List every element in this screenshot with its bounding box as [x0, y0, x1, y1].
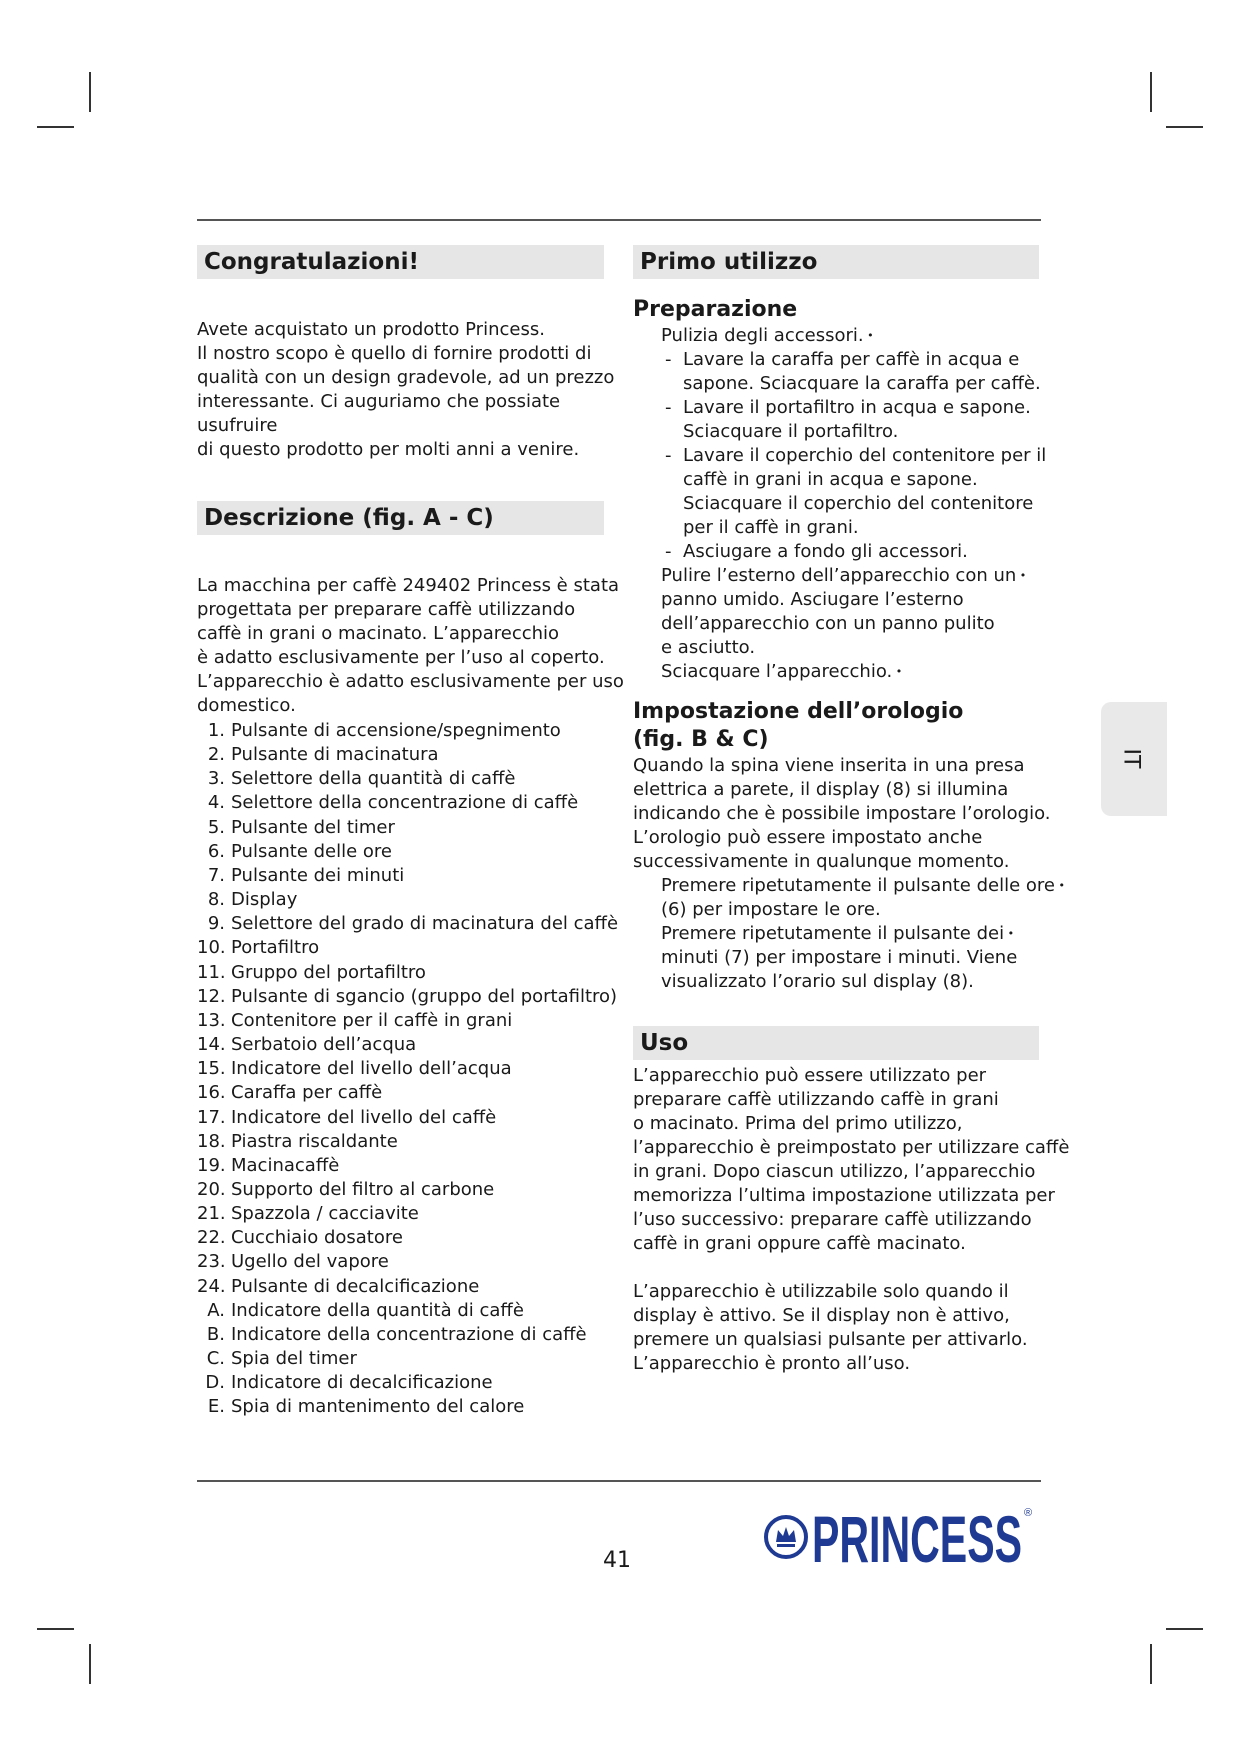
list-item: 9. Selettore del grado di macinatura del caffè [207, 913, 619, 935]
list-item: 24. Pulsante di decalcificazione [197, 1275, 480, 1297]
top-rule [197, 219, 1041, 221]
list-item: 15. Indicatore del livello dell’acqua [197, 1058, 512, 1080]
list-item: 14. Serbatoio dell’acqua [197, 1034, 417, 1056]
text-line: (6) per impostare le ore. [661, 899, 881, 920]
subheading-clock-fig: (fig. B & C) [633, 727, 769, 752]
page-number: 41 [603, 1548, 631, 1573]
list-item: 18. Piastra riscaldante [197, 1130, 398, 1152]
text-line: panno umido. Asciugare l’esterno [661, 589, 964, 610]
crop-mark [1150, 72, 1152, 112]
text-line: qualità con un design gradevole, ad un prezzo [197, 367, 615, 388]
text-line: Quando la spina viene inserita in una presa [633, 755, 1025, 776]
text-line: è adatto esclusivamente per l’uso al coperto. [197, 647, 605, 668]
crop-mark [1166, 126, 1203, 128]
text-line: progettata per preparare caffè utilizzando [197, 599, 576, 620]
text-line: Avete acquistato un prodotto Princess. [197, 319, 545, 340]
clock-hours-step [633, 874, 1073, 922]
list-item: C. Spia del timer [206, 1348, 357, 1370]
list-item: 11. Gruppo del portafiltro [197, 961, 426, 983]
crop-mark [1150, 1644, 1152, 1684]
crop-mark [89, 72, 91, 112]
language-tab [1101, 702, 1167, 816]
text-line: L’apparecchio è utilizzabile solo quando il [633, 1281, 1009, 1302]
text-line: premere un qualsiasi pulsante per attivarlo. [633, 1329, 1028, 1350]
subheading-preparation: Preparazione [633, 297, 798, 322]
list-item: - Lavare il portafiltro in acqua e sapone. Sciacquare il portafiltro. [665, 397, 1031, 442]
left-column [197, 245, 637, 1420]
text-line: successivamente in qualunque momento. [633, 851, 1010, 872]
bottom-rule [197, 1480, 1041, 1482]
dash-list [633, 348, 1073, 564]
text-line: l’uso successivo: preparare caffè utilizzando [633, 1209, 1032, 1230]
list-item: E. Spia di mantenimento del calore [207, 1396, 525, 1418]
text-line: e asciutto. [661, 637, 756, 658]
text-line: Premere ripetutamente il pulsante dei • [633, 922, 1073, 946]
text-line: caffè in grani oppure caffè macinato. [633, 1233, 966, 1254]
subheading-clock: Impostazione dell’orologio [633, 699, 964, 724]
list-item: 6. Pulsante delle ore [207, 840, 393, 862]
registered-mark: ® [1024, 1507, 1033, 1519]
text-line: o macinato. Prima del primo utilizzo, [633, 1113, 963, 1134]
section-heading-first-use: Primo utilizzo [633, 245, 1039, 279]
list-item: 5. Pulsante del timer [207, 816, 395, 838]
crop-mark [37, 126, 74, 128]
text-line: dell’apparecchio con un panno pulito [661, 613, 995, 634]
text-line: l’apparecchio è preimpostato per utilizzare caffè [633, 1137, 1070, 1158]
list-item: 7. Pulsante dei minuti [207, 864, 405, 886]
crop-mark [37, 1628, 74, 1630]
text-line: L’apparecchio è adatto esclusivamente per uso [197, 671, 624, 692]
text-line: L’apparecchio può essere utilizzato per [633, 1065, 987, 1086]
list-item: 17. Indicatore del livello del caffè [197, 1106, 497, 1128]
cleaning-step: Pulizia degli accessori. • [633, 324, 1073, 348]
parts-list [197, 719, 637, 1420]
section-heading-congratulations: Congratulazioni! [197, 245, 604, 279]
list-item: 8. Display [207, 889, 298, 911]
list-item: 23. Ugello del vapore [197, 1251, 389, 1273]
text-line: L’orologio può essere impostato anche [633, 827, 983, 848]
text-line: di questo prodotto per molti anni a venire. [197, 439, 580, 460]
list-item: D. Indicatore di decalcificazione [205, 1372, 493, 1394]
rinse-step: Sciacquare l’apparecchio. • [633, 660, 1073, 684]
list-item: 22. Cucchiaio dosatore [197, 1227, 403, 1249]
text-line: Premere ripetutamente il pulsante delle ore • [633, 874, 1073, 898]
list-item: 3. Selettore della quantità di caffè [207, 768, 516, 790]
text-line: domestico. [197, 695, 296, 716]
description-intro [197, 574, 637, 718]
list-item: 13. Contenitore per il caffè in grani [197, 1009, 513, 1031]
list-item: 1. Pulsante di accensione/spegnimento [207, 720, 561, 741]
text-line: indicando che è possibile impostare l’orologio. [633, 803, 1051, 824]
list-item: - Lavare la caraffa per caffè in acqua e sapone. Sciacquare la caraffa per caffè. [665, 349, 1041, 394]
text-line: visualizzato l’orario sul display (8). [661, 971, 974, 992]
princess-logo [758, 1496, 1040, 1578]
right-column [633, 245, 1073, 1376]
text-line: L’apparecchio è pronto all’uso. [633, 1353, 911, 1374]
list-item: 20. Supporto del filtro al carbone [197, 1178, 495, 1200]
usage-para-1 [633, 1064, 1073, 1256]
text-line: interessante. Ci auguriamo che possiate usufruire [197, 391, 561, 436]
clock-minutes-step [633, 922, 1073, 994]
clock-intro [633, 754, 1073, 874]
list-item: 4. Selettore della concentrazione di caffè [207, 792, 579, 814]
list-item: A. Indicatore della quantità di caffè [207, 1299, 524, 1321]
exterior-cleaning [633, 564, 1073, 660]
list-item: 10. Portafiltro [197, 937, 320, 959]
text-line: preparare caffè utilizzando caffè in grani [633, 1089, 999, 1110]
crop-mark [89, 1644, 91, 1684]
text-line: memorizza l’ultima impostazione utilizzata per [633, 1185, 1055, 1206]
list-item: B. Indicatore della concentrazione di caffè [206, 1323, 587, 1345]
text-line: minuti (7) per impostare i minuti. Viene [661, 947, 1018, 968]
text-line: elettrica a parete, il display (8) si illumina [633, 779, 1009, 800]
text-line: Pulire l’esterno dell’apparecchio con un • [633, 564, 1073, 588]
text-line: in grani. Dopo ciascun utilizzo, l’apparecchio [633, 1161, 1036, 1182]
crown-emblem-icon [766, 1517, 806, 1557]
list-item: - Lavare il coperchio del contenitore per il caffè in grani in acqua e sapone. Sciacquare il coperchio del contenitore per il caffè in grani. [665, 445, 1047, 538]
list-item: 2. Pulsante di macinatura [207, 744, 439, 766]
section-heading-description: Descrizione (fig. A - C) [197, 501, 604, 535]
list-item: 16. Caraffa per caffè [197, 1082, 383, 1104]
section-heading-usage: Uso [633, 1026, 1039, 1060]
brand-name: PRINCESS [812, 1502, 1022, 1576]
list-item: 19. Macinacaffè [197, 1154, 340, 1176]
text-line: Il nostro scopo è quello di fornire prodotti di [197, 343, 592, 364]
language-label: IT [1118, 748, 1144, 769]
usage-para-2 [633, 1280, 1073, 1376]
list-item: 12. Pulsante di sgancio (gruppo del portafiltro) [197, 985, 618, 1007]
list-item: 21. Spazzola / cacciavite [197, 1203, 419, 1225]
text-line: La macchina per caffè 249402 Princess è stata [197, 575, 620, 596]
text-line: display è attivo. Se il display non è attivo, [633, 1305, 1010, 1326]
text-line: caffè in grani o macinato. L’apparecchio [197, 623, 560, 644]
list-item: - Asciugare a fondo gli accessori. [665, 541, 968, 562]
crop-mark [1166, 1628, 1203, 1630]
congratulations-text [197, 318, 637, 462]
